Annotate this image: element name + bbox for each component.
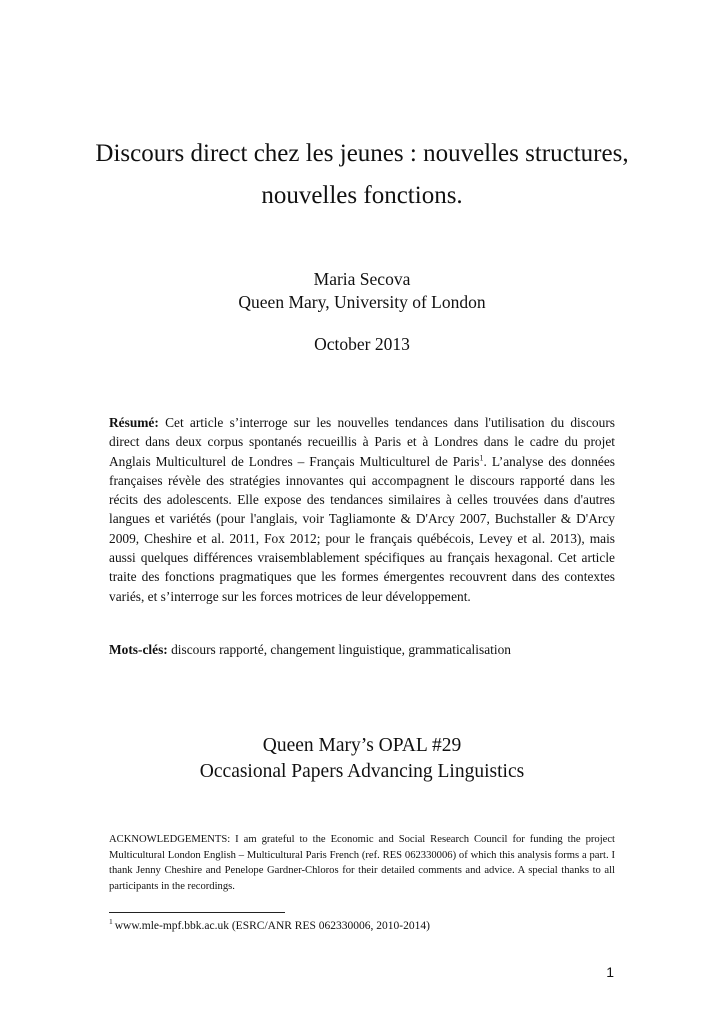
keywords-label: Mots-clés: xyxy=(109,642,168,657)
abstract-text-part-1: Cet article s’interroge sur les nouvelles tendances dans l'utilisation du discours direct dans deux corpus spontanés recueillis à Paris et à Londres dans le cadre du projet Anglais Multiculturel de Londres – Français Multiculturel de Paris xyxy=(109,415,615,469)
keywords xyxy=(109,640,615,659)
series-subtitle: Occasional Papers Advancing Linguistics xyxy=(199,761,525,782)
footnote xyxy=(109,918,615,934)
paper-title xyxy=(60,133,664,217)
publication-date: October 2013 xyxy=(314,334,410,354)
footnote-divider xyxy=(109,912,285,913)
abstract-label: Résumé: xyxy=(109,415,159,430)
author-block xyxy=(60,268,664,314)
acknowledgements: ACKNOWLEDGEMENTS: I am grateful to the Economic and Social Research Council for funding the project Multicultural London English – Multicultural Paris French (ref. RES 062330006) of which this analysis forms a part. I thank Jenny Cheshire and Penelope Gardner-Chloros for their detailed comments and advice. A special thanks to all participants in the recordings. xyxy=(109,834,615,892)
paper-title-line-1: Discours direct chez les jeunes : nouvelles structures, xyxy=(95,140,629,167)
series-title: Queen Mary’s OPAL #29 xyxy=(262,735,462,756)
footnote-text: www.mle-mpf.bbk.ac.uk (ESRC/ANR RES 062330006, 2010-2014) xyxy=(114,920,430,932)
footnote-reference: 1 xyxy=(479,453,484,463)
abstract xyxy=(109,413,615,606)
author-affiliation: Queen Mary, University of London xyxy=(238,292,486,312)
page-number: 1 xyxy=(606,964,614,980)
paper-title-line-2: nouvelles fonctions. xyxy=(261,182,463,209)
footnote-marker: 1 xyxy=(109,917,113,927)
abstract-text-part-2: . L’analyse des données françaises révèle des stratégies innovantes qui accompagnent le discours rapporté dans les récits des adolescents. Elle expose des tendances similaires à celles trouvées dans d'autres langues et variétés (pour l'anglais, voir Tagliamonte & D'Arcy 2007, Buchstaller & D'Arcy 2009, Cheshire et al. 2011, Fox 2012; pour le français québécois, Levey et al. 2013), mais aussi quelques différences vraisemblablement spécifiques au français hexagonal. Cet article traite des fonctions pragmatiques que les formes émergentes recouvrent dans des contextes variés, et s’interroge sur les forces motrices de leur développement. xyxy=(109,453,615,604)
series-block xyxy=(60,733,664,785)
author-name: Maria Secova xyxy=(313,269,411,289)
keywords-text: discours rapporté, changement linguistique, grammaticalisation xyxy=(171,642,511,657)
